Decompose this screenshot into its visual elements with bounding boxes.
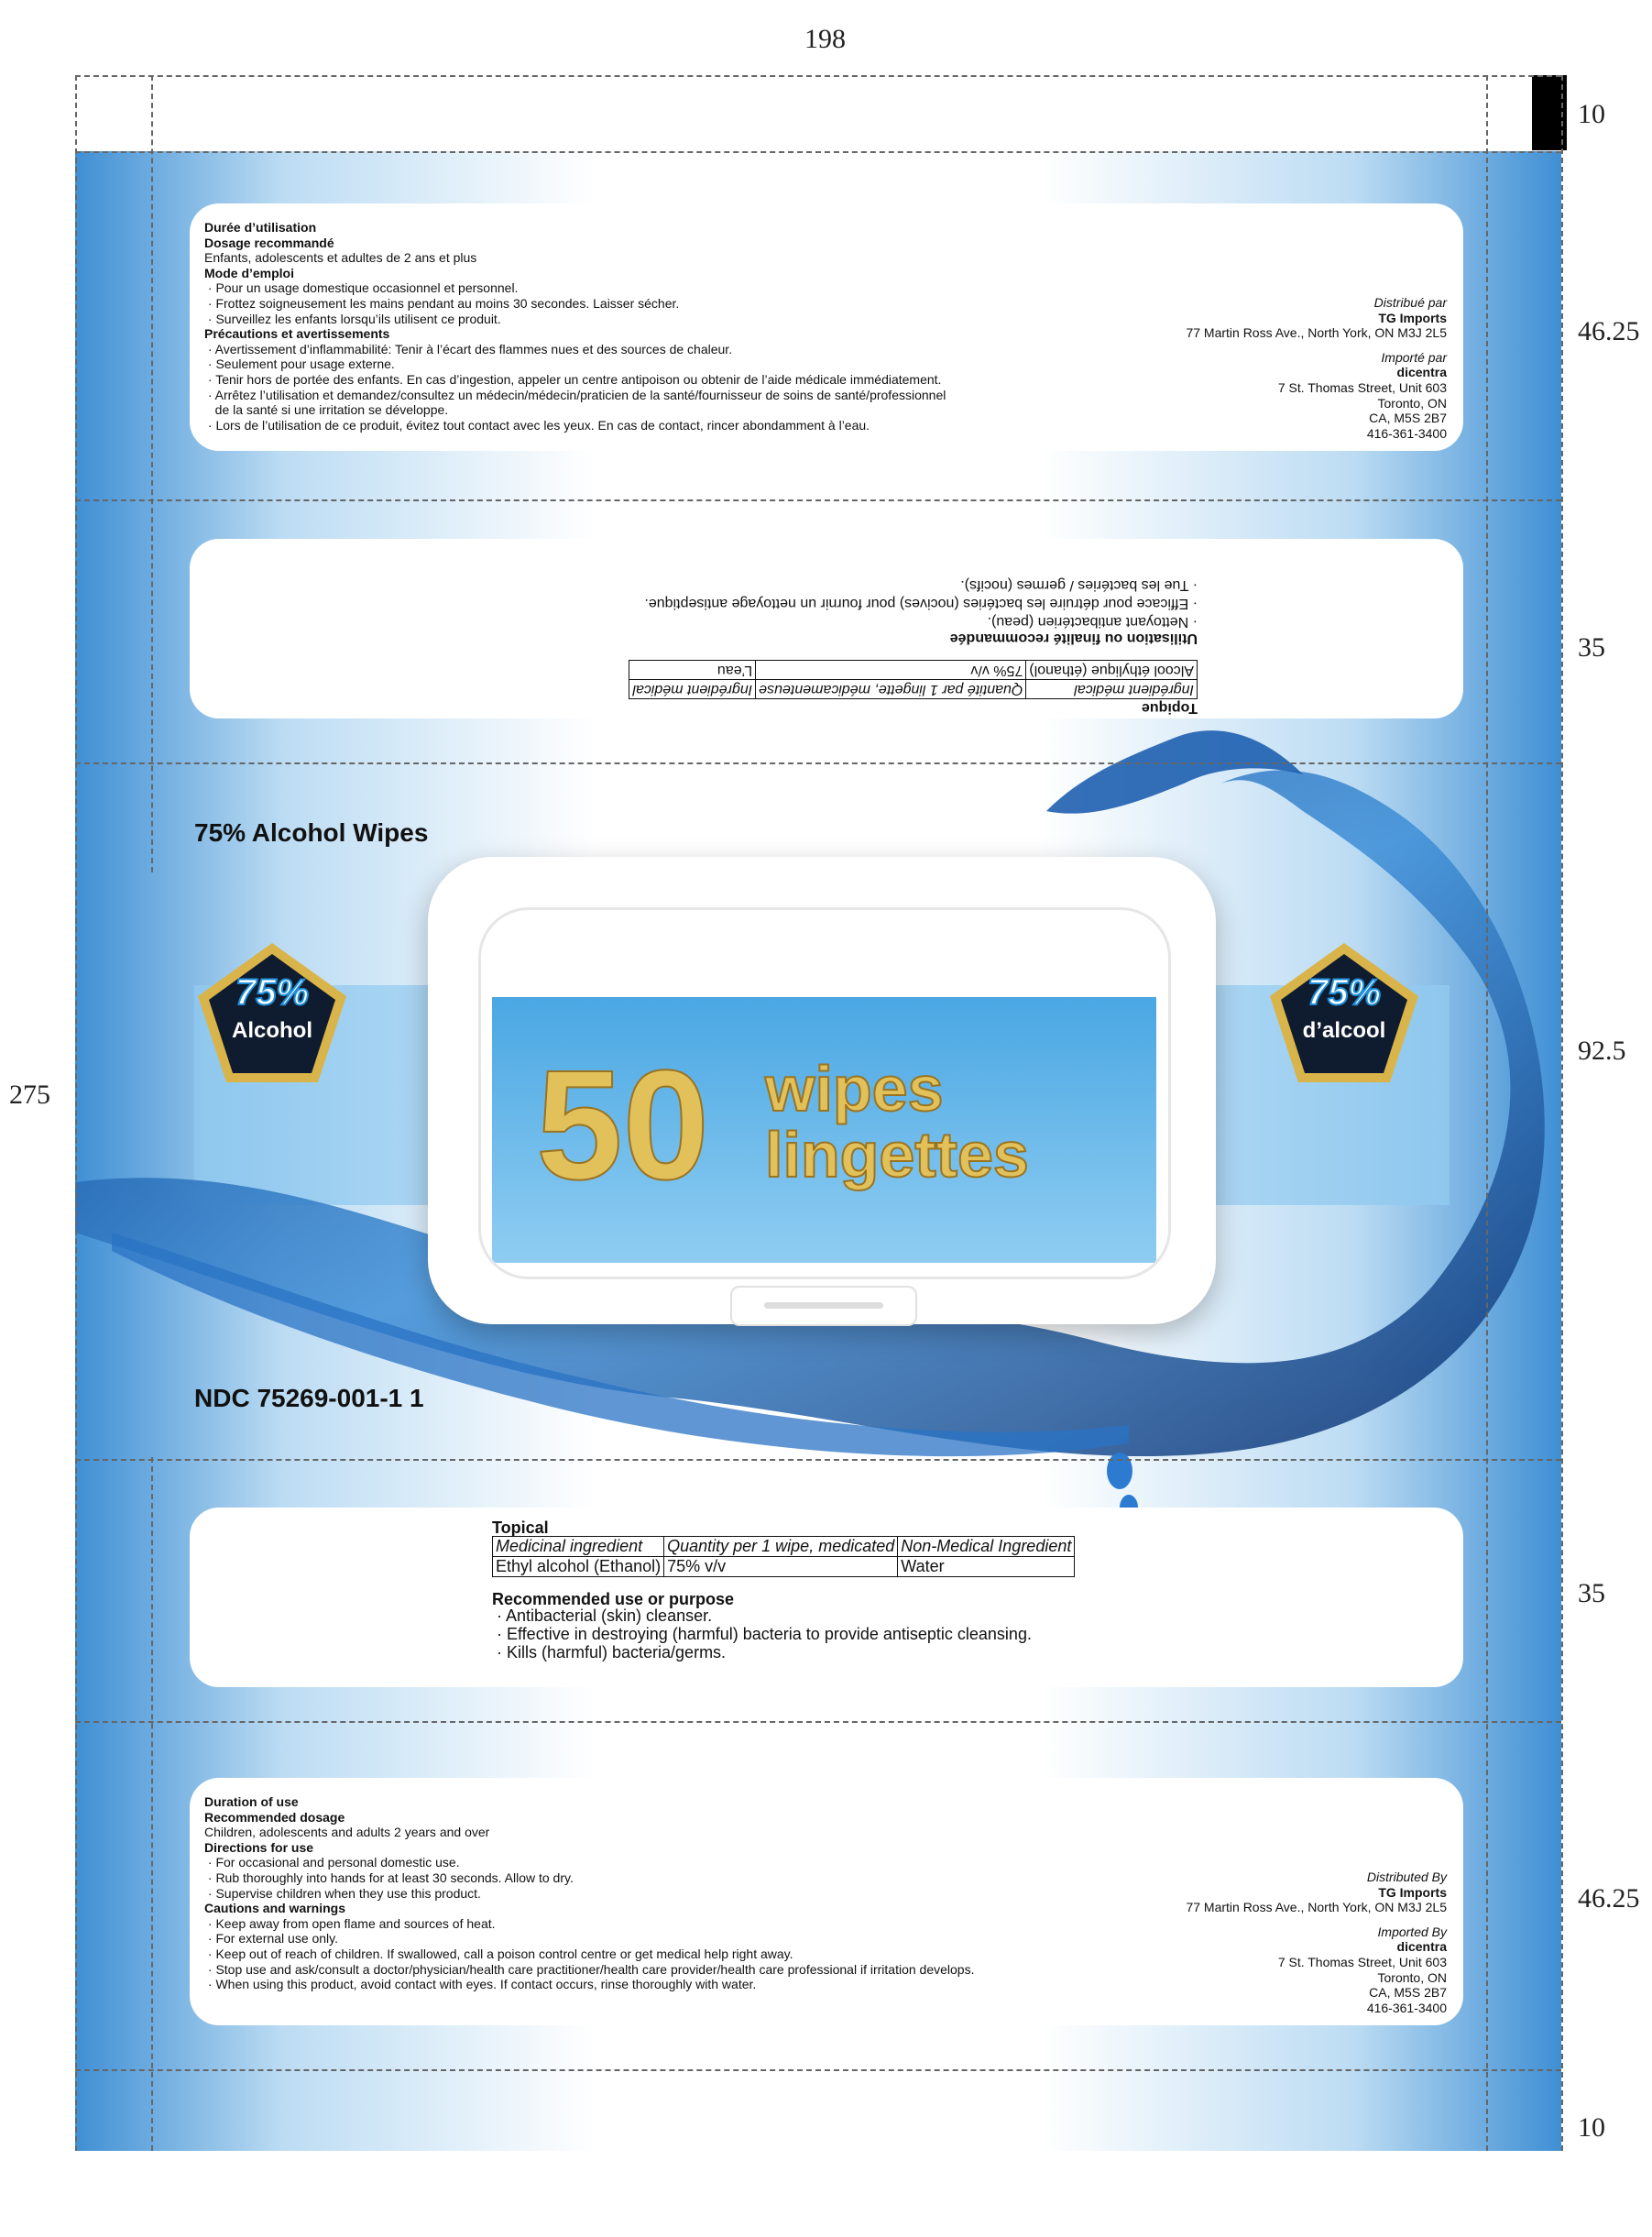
english-instruction-line: · When using this product, avoid contact with eyes. If contact occurs, rinse thoroughly with water. <box>204 1977 757 1992</box>
french-instructions-text <box>204 220 946 433</box>
fr-table-cell-2: 75% v/v <box>756 661 1026 680</box>
english-use-1: · Antibacterial (skin) cleanser. <box>492 1606 713 1626</box>
french-instruction-line: · Arrêtez l’utilisation et demandez/consultez un médecin/médecin/praticien de la santé/fournisseur de soins de santé/professionnel <box>204 387 946 402</box>
english-address-line: CA, M5S 2B7 <box>1369 1985 1447 2001</box>
badge-right-label: d’alcool <box>1302 1018 1386 1043</box>
french-instruction-line: Enfants, adolescents et adultes de 2 ans et plus <box>204 250 477 266</box>
english-address-line: Distributed By <box>1366 1870 1447 1884</box>
french-instruction-line: · Pour un usage domestique occasionnel et personnel. <box>204 280 519 296</box>
lid-window <box>478 907 1171 1279</box>
word-lingettes: lingettes <box>765 1119 1029 1190</box>
french-instruction-line: Dosage recommandé <box>204 235 334 250</box>
english-instruction-line: Cautions and warnings <box>204 1901 346 1916</box>
badge-right-percent: 75% <box>1307 972 1382 1013</box>
fr-table-cell-3: L’eau <box>629 661 756 680</box>
french-address-line: Toronto, ON <box>1377 395 1447 411</box>
badge-left-percent: 75% <box>235 972 310 1013</box>
trim-line-left <box>75 75 77 2151</box>
french-topical-label: Topique <box>1141 700 1198 716</box>
english-address-line <box>1186 1915 1447 1924</box>
dimension-side-height: 275 <box>9 1080 50 1110</box>
fr-table-header-3: Ingrédient médical <box>629 680 756 699</box>
english-instruction-line: · For external use only. <box>204 1931 339 1946</box>
french-instruction-line: · Lors de l’utilisation de ce produit, évitez tout contact avec les yeux. En cas de contact, rincer abondamment à l’eau. <box>204 417 870 433</box>
french-use-2: · Efficace pour détruire les bactéries (nocives) pour fournir un nettoyage antiseptique. <box>644 595 1198 611</box>
dimension-right-4: 92.5 <box>1578 1036 1626 1066</box>
bleed-line-left-lower <box>151 1457 153 2151</box>
dimension-right-2: 46.25 <box>1578 316 1640 346</box>
french-instruction-line: · Seulement pour usage externe. <box>204 356 395 372</box>
product-title: 75% Alcohol Wipes <box>194 818 429 847</box>
english-instructions-text <box>204 1794 974 1992</box>
english-use-3: · Kills (harmful) bacteria/germs. <box>492 1643 727 1662</box>
english-instruction-line: Duration of use <box>204 1794 299 1809</box>
french-address-line: dicentra <box>1396 365 1447 380</box>
english-instruction-line: Recommended dosage <box>204 1809 345 1825</box>
english-address-line: Imported By <box>1377 1924 1447 1939</box>
lid-tab <box>730 1286 917 1326</box>
dimension-right-3: 35 <box>1578 632 1605 663</box>
ndc-code: NDC 75269-001-1 1 <box>194 1384 424 1412</box>
french-use-title: Utilisation ou finalité recommandée <box>949 631 1198 647</box>
french-use-3: · Tue les bactéries / germes (nocifs). <box>960 576 1198 593</box>
french-instruction-line: Précautions et avertissements <box>204 326 390 342</box>
en-table-cell-2: 75% v/v <box>664 1556 898 1576</box>
english-address-line: TG Imports <box>1378 1884 1447 1900</box>
french-flipped-panel <box>190 539 1463 718</box>
french-instruction-line: Durée d’utilisation <box>204 220 317 235</box>
word-wipes: wipes <box>765 1053 944 1124</box>
english-use-2: · Effective in destroying (harmful) bacteria to provide antiseptic cleansing. <box>492 1625 1032 1644</box>
french-address-line: Distribué par <box>1373 295 1447 310</box>
en-table-cell-1: Ethyl alcohol (Ethanol) <box>493 1556 664 1576</box>
french-instruction-line: · Avertissement d’inflammabilité: Tenir à l’écart des flammes nues et des sources de chaleur. <box>204 341 733 356</box>
french-instructions-panel <box>190 203 1463 451</box>
french-instruction-line: · Tenir hors de portée des enfants. En cas d’ingestion, appeler un centre antipoison ou obtenir de l’aide médicale immédiatement. <box>204 371 942 387</box>
wipe-count: 50 <box>536 1038 710 1212</box>
fold-line-4 <box>75 1459 1561 1461</box>
fold-line-2 <box>75 499 1561 501</box>
english-topical-label: Topical <box>492 1519 549 1537</box>
french-address-line <box>1186 341 1447 350</box>
english-instruction-line: Directions for use <box>204 1839 314 1855</box>
french-instruction-line: · Frottez soigneusement les mains pendant au moins 30 secondes. Laisser sécher. <box>204 295 680 311</box>
english-ingredient-table <box>492 1536 1075 1577</box>
english-instruction-line: · Keep out of reach of children. If swallowed, call a poison control centre or get medical help right away. <box>204 1946 793 1961</box>
english-instruction-line: · For occasional and personal domestic use. <box>204 1855 460 1870</box>
badge-left-label: Alcohol <box>232 1018 312 1043</box>
fold-line-6 <box>75 2069 1561 2071</box>
french-address-line: 7 St. Thomas Street, Unit 603 <box>1277 379 1447 395</box>
english-usage-panel <box>190 1508 1463 1687</box>
fr-table-header-1: Ingrédient médical <box>1026 680 1198 699</box>
dimension-right-1: 10 <box>1578 99 1605 129</box>
bleed-line-right <box>1486 75 1488 2151</box>
fold-line-3 <box>75 762 1561 764</box>
dimension-right-6: 46.25 <box>1578 1883 1640 1914</box>
english-address-line: 7 St. Thomas Street, Unit 603 <box>1277 1954 1447 1969</box>
french-use-1: · Nettoyant antibactérien (peau). <box>987 613 1198 630</box>
french-address-block <box>1186 295 1447 441</box>
english-use-title: Recommended use or purpose <box>492 1589 735 1608</box>
english-address-block <box>1186 1870 1447 2015</box>
en-table-header-3: Non-Medical Ingredient <box>898 1536 1075 1556</box>
english-address-line: 77 Martin Ross Ave., North York, ON M3J 2L5 <box>1186 1900 1447 1915</box>
french-instruction-line: de la santé si une irritation se développe. <box>204 402 449 418</box>
french-address-line: 416-361-3400 <box>1366 425 1447 441</box>
french-address-line: Importé par <box>1381 349 1447 365</box>
english-instruction-line: · Keep away from open flame and sources of heat. <box>204 1915 496 1931</box>
lid-tab-slot <box>764 1302 883 1309</box>
bleed-line-left <box>151 75 153 872</box>
fold-line-1 <box>75 151 1561 153</box>
en-table-header-2: Quantity per 1 wipe, medicated <box>664 1536 898 1556</box>
en-table-header-1: Medicinal ingredient <box>493 1536 664 1556</box>
trim-line-right <box>1561 75 1563 2151</box>
dimension-right-5: 35 <box>1578 1578 1605 1608</box>
french-address-line: TG Imports <box>1378 310 1447 325</box>
wipes-lid <box>428 857 1216 1324</box>
badge-left <box>194 939 350 1086</box>
french-instruction-line: Mode d’emploi <box>204 265 294 280</box>
english-instruction-line: · Rub thoroughly into hands for at least 30 seconds. Allow to dry. <box>204 1870 574 1885</box>
french-ingredient-table <box>629 660 1198 699</box>
fr-table-cell-1: Alcool éthylique (éthanol) <box>1026 661 1198 680</box>
english-instructions-panel <box>190 1778 1463 2025</box>
label-artwork <box>75 151 1561 2151</box>
fr-table-header-2: Quantité par 1 lingette, médicamenteuse <box>756 680 1026 699</box>
fold-line-5 <box>75 1721 1561 1723</box>
english-instruction-line: · Supervise children when they use this product. <box>204 1885 481 1901</box>
english-instruction-line: · Stop use and ask/consult a doctor/physician/health care practitioner/health care provider/health care professional if irritation develops. <box>204 1961 975 1977</box>
dimension-top-width: 198 <box>804 24 846 54</box>
french-address-line: 77 Martin Ross Ave., North York, ON M3J 2L5 <box>1186 325 1447 341</box>
en-table-cell-3: Water <box>898 1556 1075 1576</box>
english-instruction-line: Children, adolescents and adults 2 years and over <box>204 1825 490 1840</box>
french-instruction-line: · Surveillez les enfants lorsqu’ils utilisent ce produit. <box>204 311 501 326</box>
badge-right <box>1266 939 1422 1086</box>
english-address-line: dicentra <box>1396 1939 1447 1955</box>
english-address-line: 416-361-3400 <box>1366 2000 1447 2015</box>
trim-line-top <box>75 75 1561 77</box>
dimension-right-7: 10 <box>1578 2112 1605 2143</box>
english-address-line: Toronto, ON <box>1377 1969 1447 1985</box>
french-address-line: CA, M5S 2B7 <box>1369 411 1447 426</box>
